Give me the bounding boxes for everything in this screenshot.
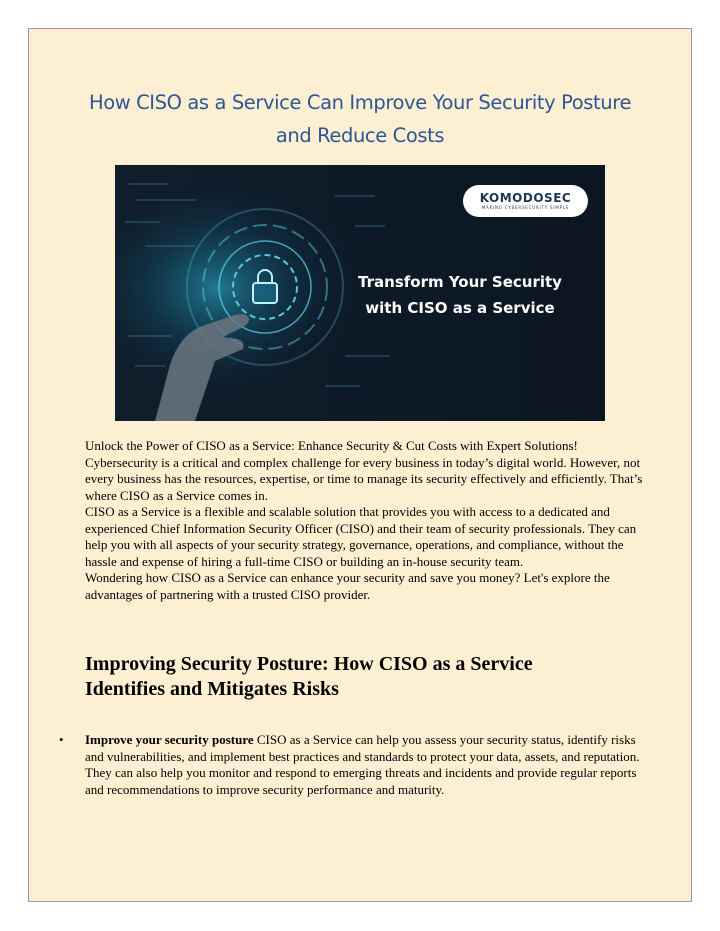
title-line-2: and Reduce Costs (275, 124, 445, 147)
hero-image (115, 165, 605, 421)
title-line-1: How CISO as a Service Can Improve Your Security Posture (88, 91, 632, 114)
intro-text (85, 438, 645, 603)
komodosec-logo (463, 185, 588, 217)
bullet-body: CISO as a Service can help you assess your security status, identify risks and vulnerabilities, and implement best practices and standards to protect your data, assets, and reputation. They can also help you monitor and respond to emerging threats and incidents and provide regular reports and recommendations to improve security performance and maturity. (85, 732, 640, 797)
bullet-icon: • (59, 732, 64, 747)
intro-paragraph: Wondering how CISO as a Service can enhance your security and save you money? Let's explore the advantages of partnering with a trusted CISO provider. (85, 570, 610, 602)
logo-text: KOMODOSEC (479, 190, 572, 205)
hero-headline-line-2: with CISO as a Service (365, 299, 555, 317)
intro-paragraph: Cybersecurity is a critical and complex challenge for every business in today’s digital world. However, not every business has the resources, expertise, or time to manage its security effectively and efficiently. That’s where CISO as a Service comes in. (85, 454, 643, 503)
section-heading: Improving Security Posture: How CISO as a Service Identifies and Mitigates Risks (85, 653, 533, 700)
hero-headline (355, 269, 565, 321)
intro-paragraph: Unlock the Power of CISO as a Service: Enhance Security & Cut Costs with Expert Solutions! (85, 438, 578, 453)
document-title (29, 86, 691, 152)
intro-paragraph: CISO as a Service is a flexible and scalable solution that provides you with access to a dedicated and experienced Chief Information Security Officer (CISO) and their team of security professionals. They can help you with all aspects of your security strategy, governance, operations, and compliance, without the hassle and expense of hiring a full-time CISO or building an in-house security team. (85, 504, 637, 569)
logo-tagline: MAKING CYBERSECURITY SIMPLE (481, 204, 570, 210)
bullet-bold-lead: Improve your security posture (85, 732, 254, 747)
document-page (28, 28, 692, 902)
bullet-item (85, 732, 647, 798)
hero-headline-line-1: Transform Your Security (358, 273, 562, 291)
